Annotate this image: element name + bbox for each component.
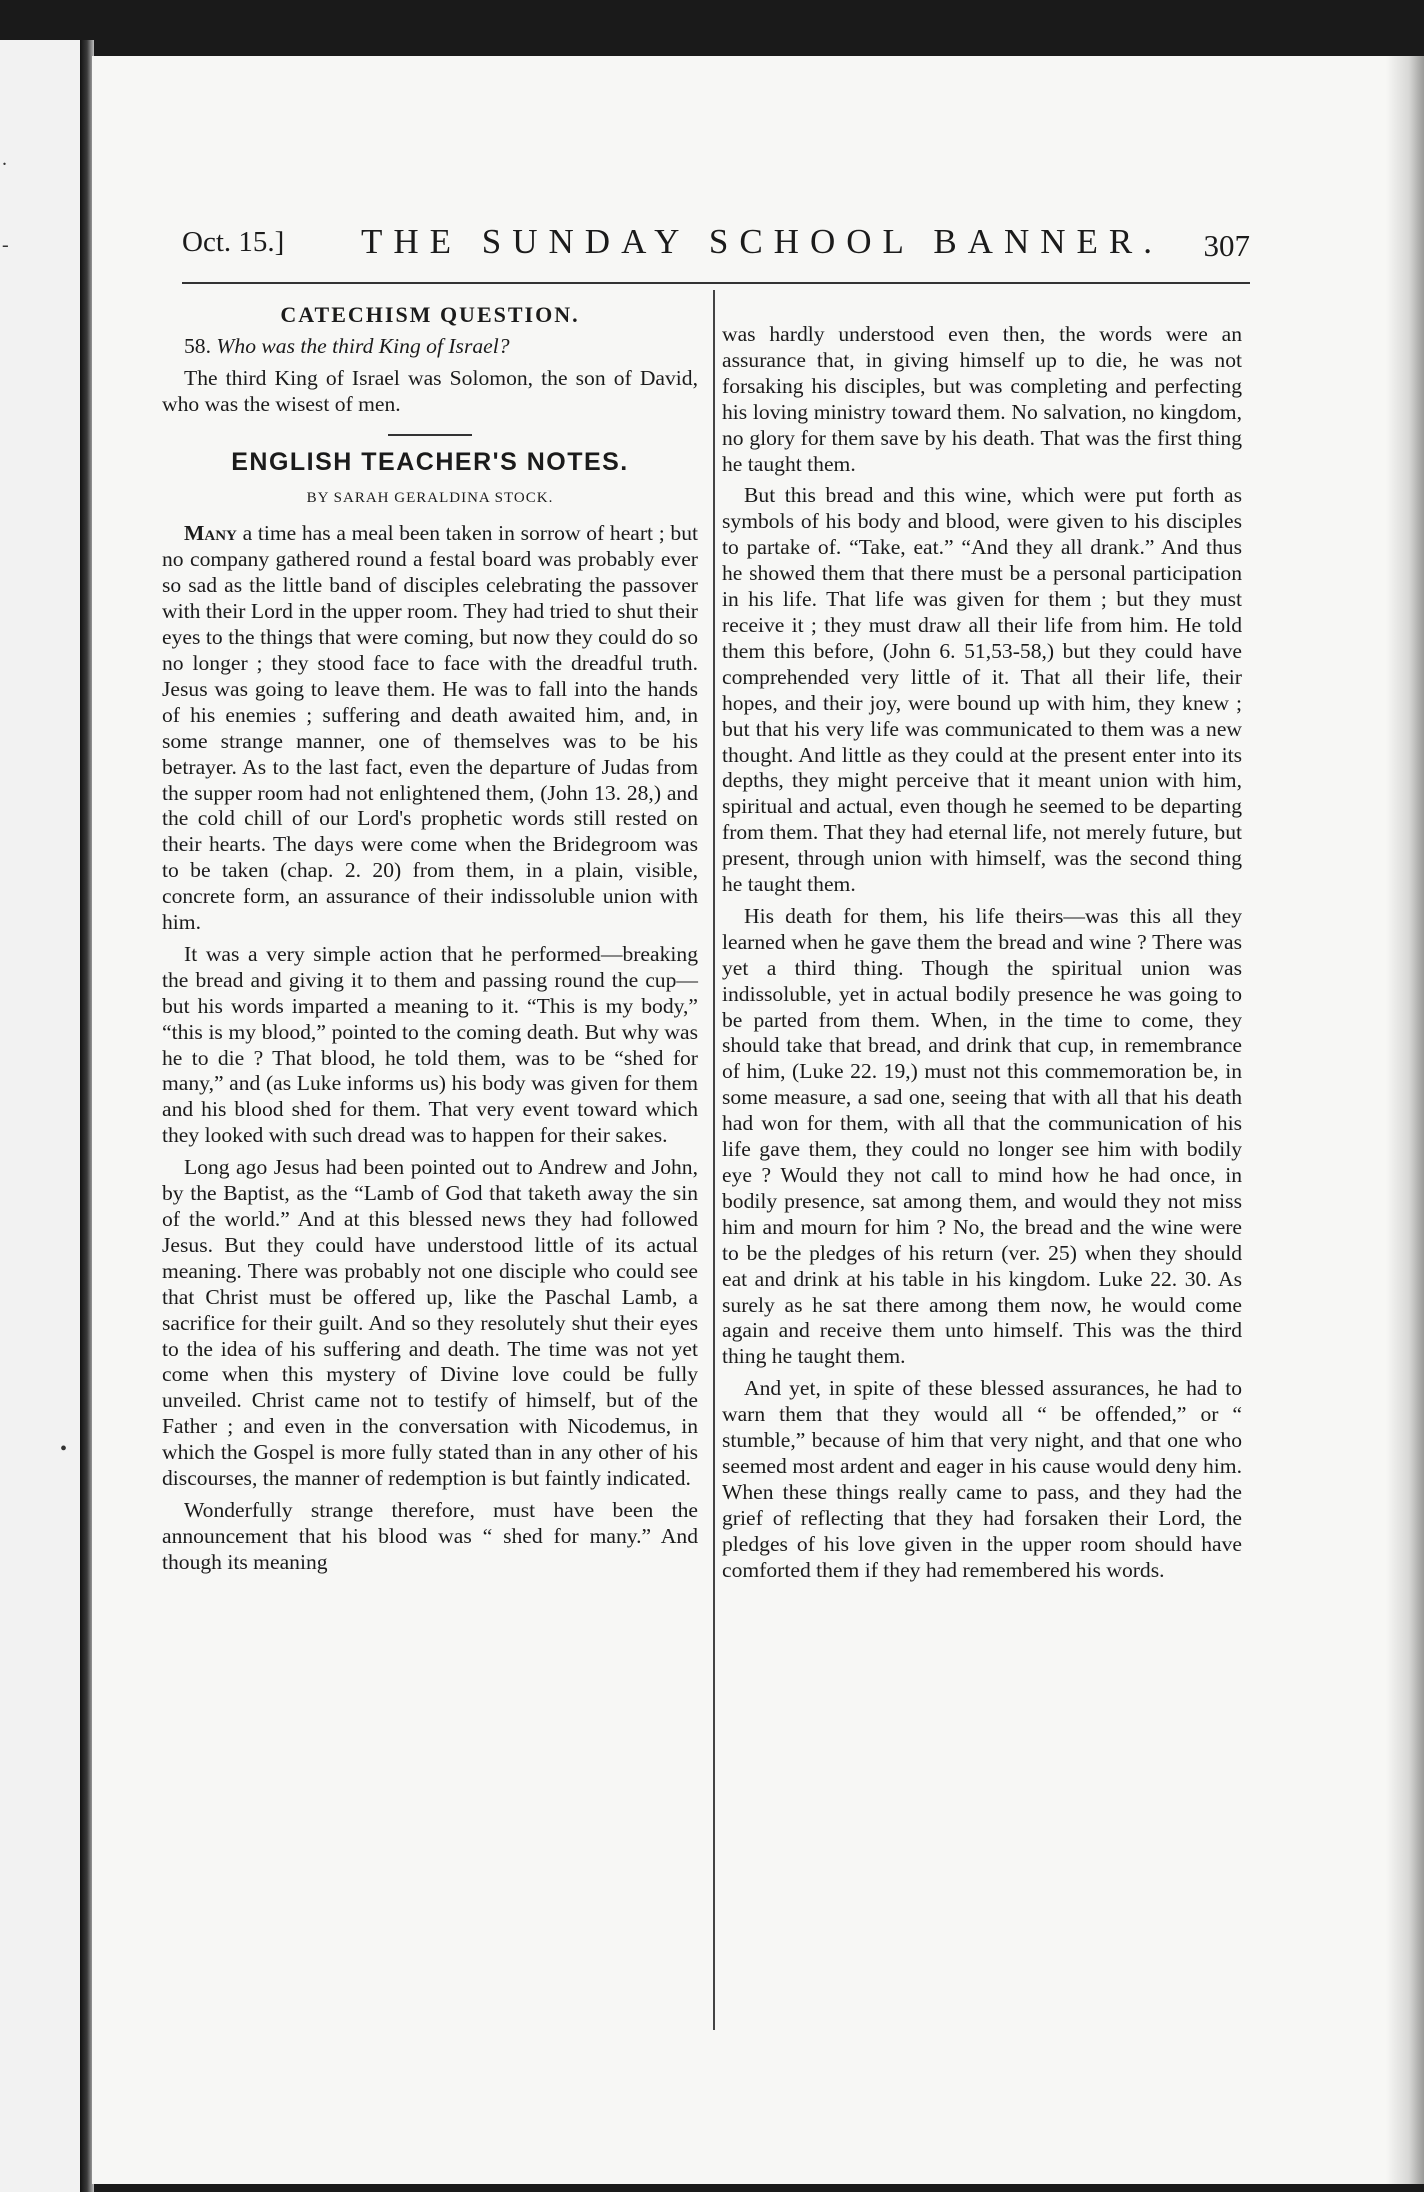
article-paragraph: But this bread and this wine, which were put forth as symbols of his body and blood, were given to his disciples to partake of. “Take, eat.” “And they all drank.” And thus he showed them that there must be a personal participation in his life. That life was given for them ; but they must receive it ; they must draw all their life from him. He told them this before, (John 6. 51,53-58,) but they could have comprehended very little of it. That all their life, their hopes, and their joy, were bound up with him, they knew ; but that his very life was communicated to them was a new thought. And little as they could at the present enter into its depths, they might perceive that it meant union with him, spiritual and actual, even though he seemed to be departing from them. That they had eternal life, not merely future, but present, through union with himself, was the second thing he taught them. [722,483,1242,897]
margin-mark-bullet: • [60,1438,68,1460]
right-column [722,322,1242,1584]
left-column [162,302,698,1576]
paragraph-text: a time has a meal been taken in sorrow of heart ; but no company gathered round a festal board was probably ever so sad as the little band of disciples celebrating the passover with their Lord in the upper room. They had tried to shut their eyes to the things that were coming, but now they could do so no longer ; they stood face to face with the dreadful truth. Jesus was going to leave them. He was to fall into the hands of his enemies ; suffering and death awaited him, and, in some strange manner, one of themselves was to be his betrayer. As to the last fact, even the departure of Judas from the supper room had not enlightened them, (John 13. 28,) and the cold chill of our Lord's prophetic words still rested on their hearts. The days were come when the Bridegroom was to be taken (chap. 2. 20) from them, in a plain, visible, concrete form, an assurance of their indissoluble union with him. [162,521,698,935]
catechism-question-text: Who was the third King of Israel? [216,333,510,358]
article-paragraph: And yet, in spite of these blessed assurances, he had to warn them that they would all “ be offended,” or “ stumble,” because of him that very night, and that one who seemed most ardent and eager in his cause would deny him. When these things really came to pass, and they had the grief of reflecting that they had forsaken their Lord, the pledges of his love given in the upper room should have comforted them if they had remembered his words. [722,1376,1242,1582]
margin-mark-top: . [2,148,7,170]
catechism-answer: The third King of Israel was Solomon, the son of David, who was the wisest of men. [162,365,698,416]
article-title: ENGLISH TEACHER'S NOTES. [231,447,629,476]
drop-cap-word: Many [184,521,237,546]
section-rule [388,434,472,436]
header-title: THE SUNDAY SCHOOL BANNER. [361,222,1163,261]
scan-left-margin [0,40,80,2192]
article-paragraph: It was a very simple action that he performed—breaking the bread and giving it to them and passing round the cup—but his words imparted a meaning to it. “This is my body,” “this is my blood,” pointed to the coming death. But why was he to die ? That blood, he told them, was to be “shed for many,” and (as Luke informs us) his body was given for them and his blood shed for them. That very event toward which they looked with such dread was to happen for their sakes. [162,941,698,1148]
article-paragraph [162,521,698,936]
header-rule [182,282,1250,284]
page-right-edge [1386,56,1424,2184]
margin-mark-middle: - [2,234,9,256]
catechism-question [162,334,698,360]
article-paragraph: Long ago Jesus had been pointed out to Andrew and John, by the Baptist, as the “Lamb of God that taketh away the sin of the world.” And at this blessed news they had followed Jesus. But they could have understood little of its actual meaning. There was probably not one disciple who could see that Christ must be offered up, like the Paschal Lamb, a sacrifice for their guilt. And so they resolutely shut their eyes to the idea of his suffering and death. The time was not yet come when this mystery of Divine love could be fully unveiled. Christ came not to testify of himself, but of the Father ; and even in the conversation with Nicodemus, in which the Gospel is more fully stated than in any other of his discourses, the manner of redemption is but faintly indicated. [162,1155,698,1491]
column-divider [713,290,715,2030]
article-byline: BY SARAH GERALDINA STOCK. [306,489,554,506]
article-paragraph: His death for them, his life theirs—was this all they learned when he gave them the bread and wine ? There was yet a third thing. Though the spiritual union was indissoluble, yet in actual bodily presence he was going to be parted from them. When, in the time to come, they should take that bread, and drink that cup, in remembrance of him, (Luke 22. 19,) must not this commemoration be, in some measure, a sad one, seeing that with all that his death had won for them, with all that the communication of his life gave them, they could no longer see him with bodily eye ? Would they not call to mind how he had once, in bodily presence, sat among them, and would they not miss him and mourn for him ? No, the bread and the wine were to be the pledges of his return (ver. 25) when they should eat and drink at his table in his kingdom. Luke 22. 30. As surely as he sat there among them now, he would come again and receive them unto himself. This was the third thing he taught them. [722,903,1242,1369]
catechism-question-number: 58. [184,333,211,358]
header-date: Oct. 15.] [182,226,285,258]
running-header [182,222,1250,278]
catechism-heading: CATECHISM QUESTION. [280,302,580,327]
page-number: 307 [1203,228,1250,263]
article-paragraph-continued: was hardly understood even then, the words were an assurance that, in giving himself up to die, he was not forsaking his disciples, but was completing and perfecting his loving ministry toward them. No salvation, no kingdom, no glory for them save by his death. That was the first thing he taught them. [722,322,1242,476]
article-paragraph: Wonderfully strange therefore, must have been the announcement that his blood was “ shed for many.” And though its meaning [162,1497,698,1574]
